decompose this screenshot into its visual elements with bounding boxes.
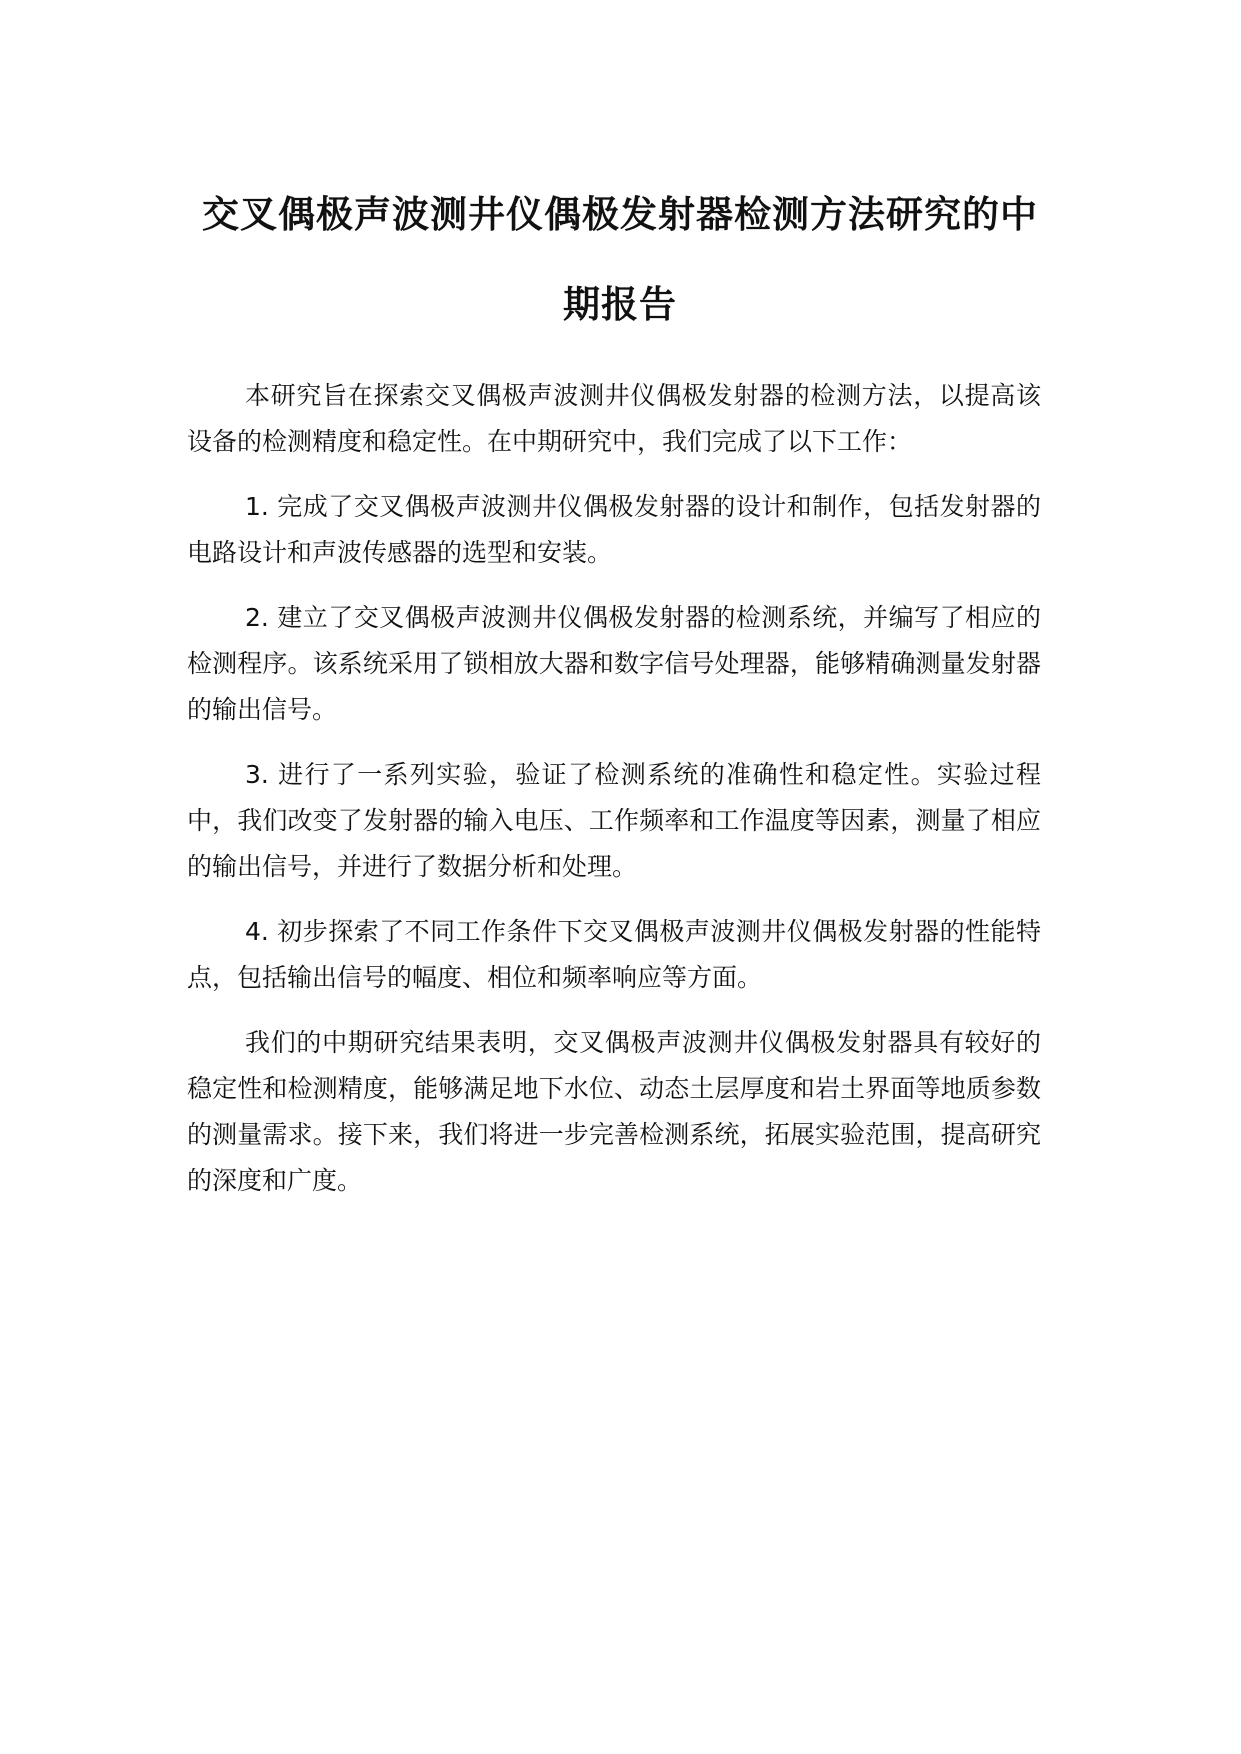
- work-item-3: 3. 进行了一系列实验，验证了检测系统的准确性和稳定性。实验过程中，我们改变了发射器的输入电压、工作频率和工作温度等因素，测量了相应的输出信号，并进行了数据分析和处理。: [187, 760, 1041, 881]
- work-item-2: 2. 建立了交叉偶极声波测井仪偶极发射器的检测系统，并编写了相应的检测程序。该系统采用了锁相放大器和数字信号处理器，能够精确测量发射器的输出信号。: [187, 603, 1041, 724]
- document-title: 交叉偶极声波测井仪偶极发射器检测方法研究的中期报告: [202, 193, 1038, 326]
- conclusion-paragraph: 我们的中期研究结果表明，交叉偶极声波测井仪偶极发射器具有较好的稳定性和检测精度，能够满足地下水位、动态土层厚度和岩土界面等地质参数的测量需求。接下来，我们将进一步完善检测系统，拓展实验范围，提高研究的深度和广度。: [187, 1028, 1041, 1195]
- intro-paragraph: 本研究旨在探索交叉偶极声波测井仪偶极发射器的检测方法，以提高该设备的检测精度和稳定性。在中期研究中，我们完成了以下工作：: [187, 381, 1041, 456]
- work-item-4: 4. 初步探索了不同工作条件下交叉偶极声波测井仪偶极发射器的性能特点，包括输出信号的幅度、相位和频率响应等方面。: [187, 917, 1041, 992]
- document-body: [187, 373, 1041, 1223]
- work-item-1: 1. 完成了交叉偶极声波测井仪偶极发射器的设计和制作，包括发射器的电路设计和声波传感器的选型和安装。: [187, 492, 1041, 567]
